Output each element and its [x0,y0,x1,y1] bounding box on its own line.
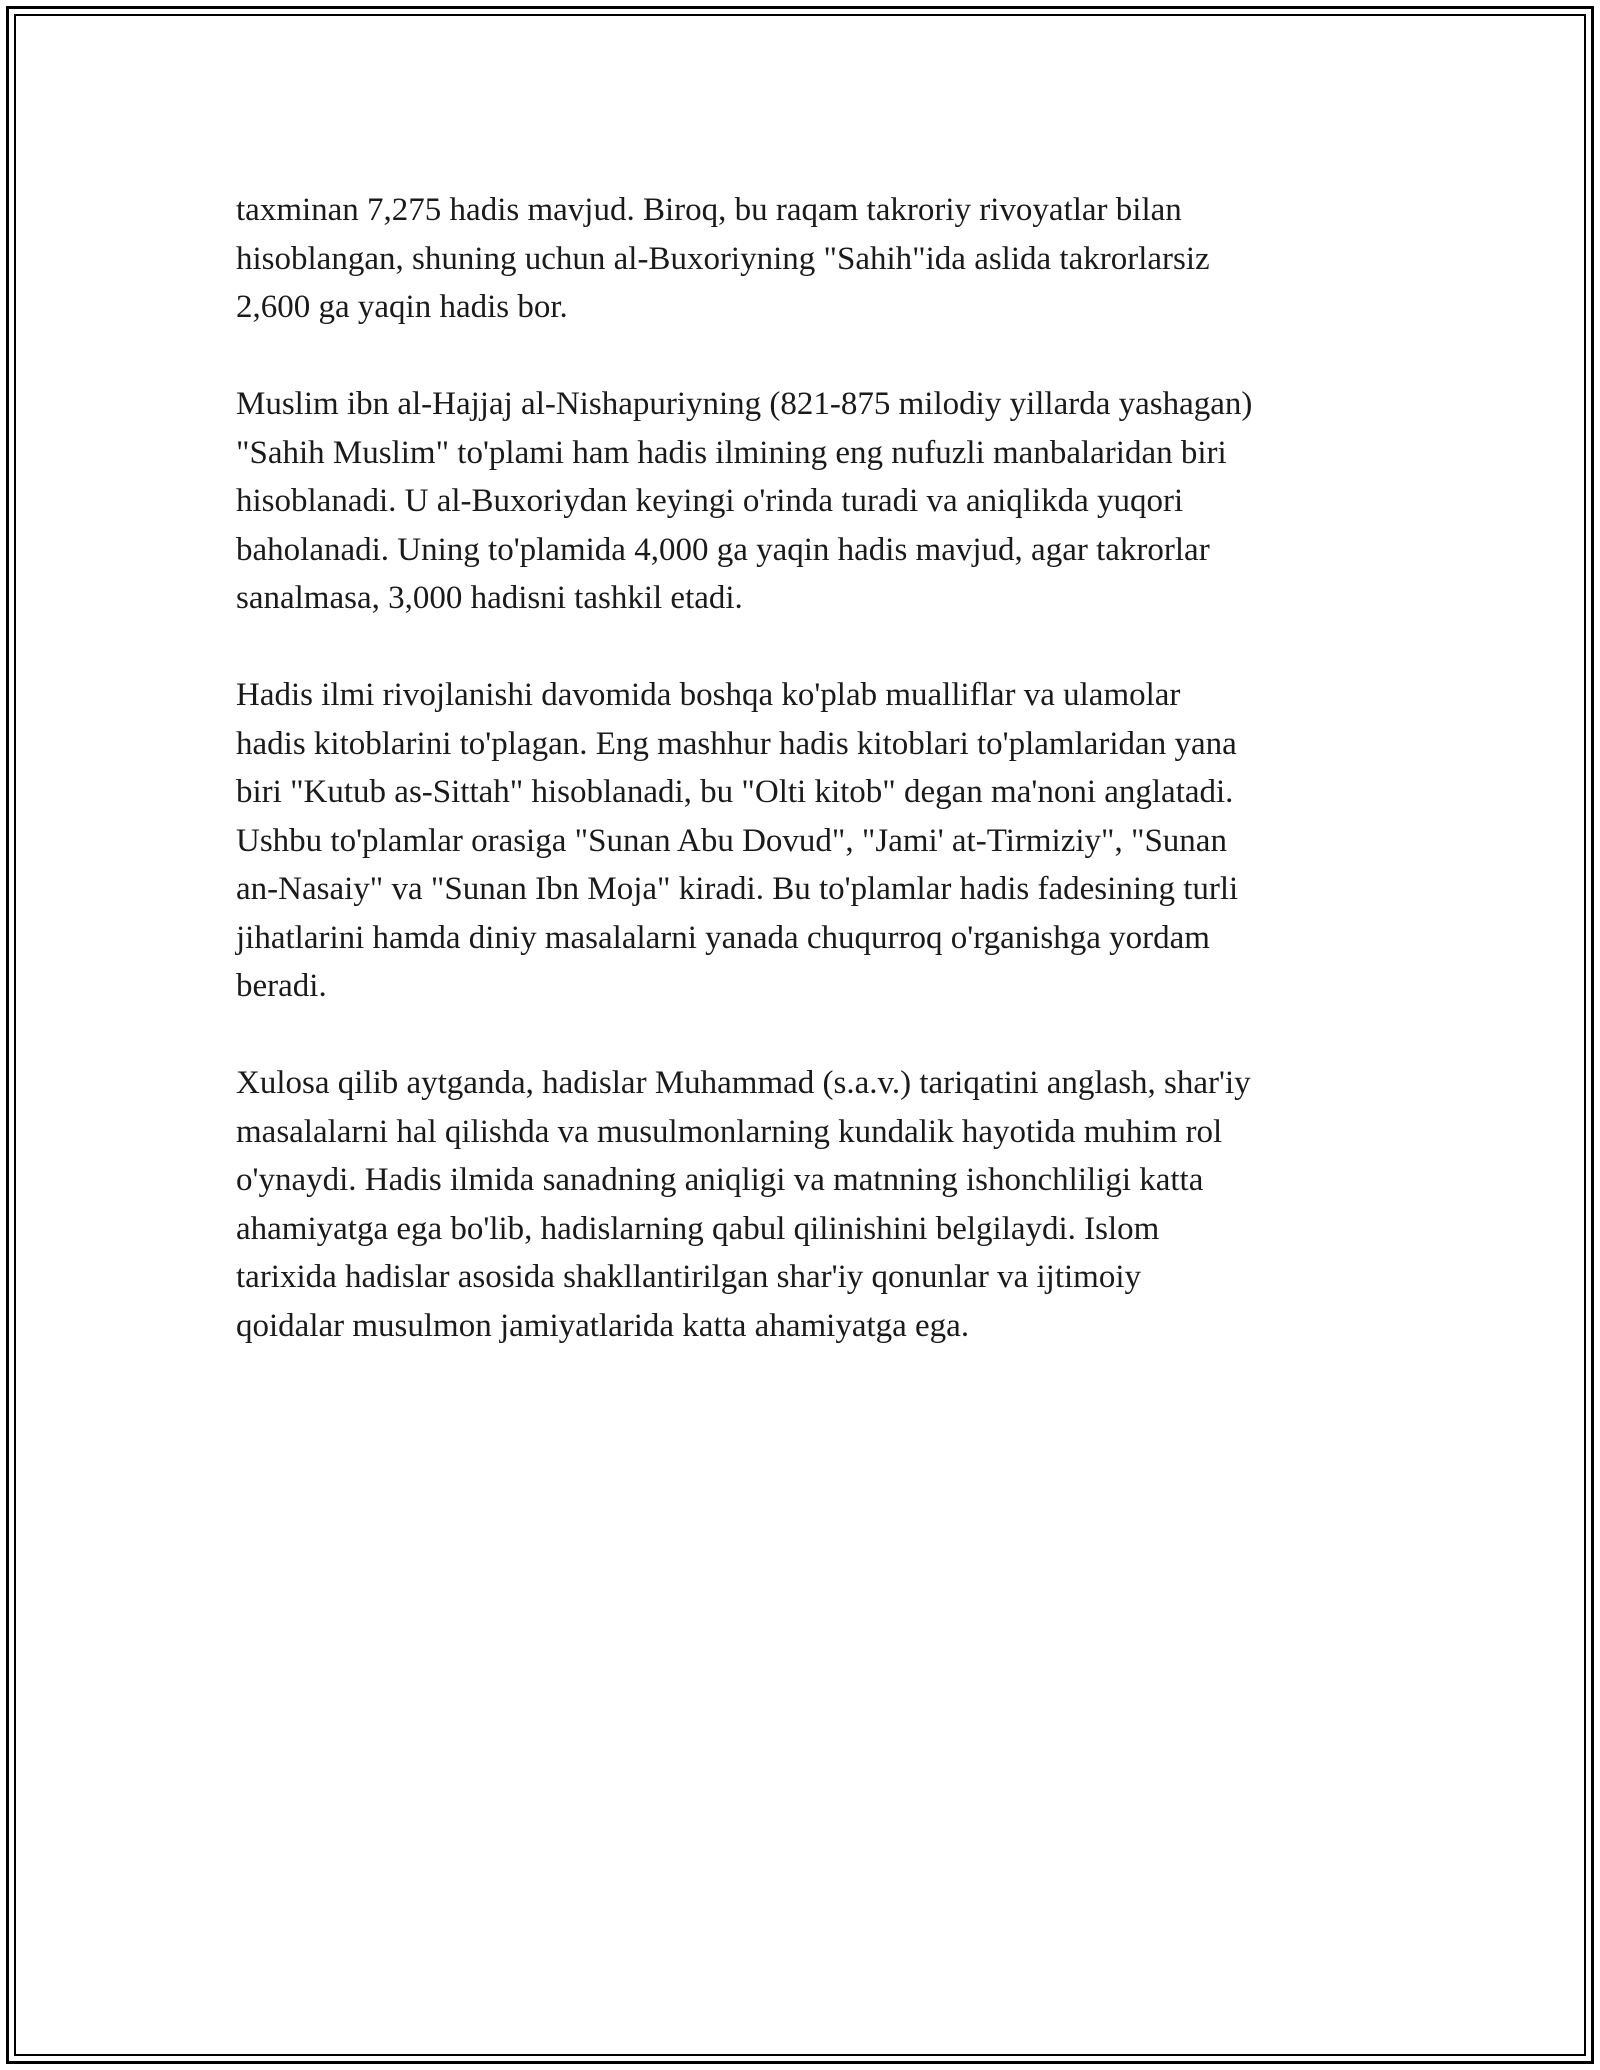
text-line: qoidalar musulmon jamiyatlarida katta ahamiyatga ega. [236,1307,970,1344]
text-line: hadis kitoblarini to'plagan. Eng mashhur hadis kitoblari to'plamlaridan yana [236,725,1237,762]
text-line: masalalarni hal qilishda va musulmonlarning kundalik hayotida muhim rol [236,1113,1223,1150]
paragraph-1 [236,186,1386,332]
text-line: beradi. [236,968,327,1004]
text-line: an-Nasaiy" va "Sunan Ibn Moja" kiradi. Bu to'plamlar hadis fadesining turli [236,871,1239,907]
text-line: "Sahih Muslim" to'plami ham hadis ilmining eng nufuzli manbalaridan biri [236,434,1227,471]
paragraph-4 [236,1059,1386,1350]
text-line: ahamiyatga ega bo'lib, hadislarning qabul qilinishini belgilaydi. Islom [236,1210,1160,1247]
text-line: o'ynaydi. Hadis ilmida sanadning aniqligi va matnning ishonchliligi katta [236,1162,1204,1198]
text-line: Muslim ibn al-Hajjaj al-Nishapuriyning (821-875 milodiy yillarda yashagan) [236,386,1253,422]
text-line: biri "Kutub as-Sittah" hisoblanadi, bu "Olti kitob" degan ma'noni anglatadi. [236,774,1234,810]
text-line: hisoblangan, shuning uchun al-Buxoriyning "Sahih"ida aslida takrorlarsiz [236,240,1210,277]
text-line: jihatlarini hamda diniy masalalarni yanada chuqurroq o'rganishga yordam [236,919,1210,956]
paragraph-2 [236,380,1386,623]
paragraph-3 [236,671,1386,1011]
text-line: sanalmasa, 3,000 hadisni tashkil etadi. [236,580,743,616]
text-line: tarixida hadislar asosida shakllantirilgan shar'iy qonunlar va ijtimoiy [236,1259,1141,1295]
text-line: Ushbu to'plamlar orasiga "Sunan Abu Dovud", "Jami' at-Tirmiziy", "Sunan [236,822,1227,859]
text-line: taxminan 7,275 hadis mavjud. Biroq, bu raqam takroriy rivoyatlar bilan [236,192,1182,228]
text-line: baholanadi. Uning to'plamida 4,000 ga yaqin hadis mavjud, agar takrorlar [236,531,1210,568]
text-line: Xulosa qilib aytganda, hadislar Muhammad (s.a.v.) tariqatini anglash, shar'iy [236,1065,1251,1101]
text-line: 2,600 ga yaqin hadis bor. [236,289,568,325]
document-body [236,186,1386,1350]
text-line: hisoblanadi. U al-Buxoriydan keyingi o'rinda turadi va aniqlikda yuqori [236,483,1184,519]
text-line: Hadis ilmi rivojlanishi davomida boshqa ko'plab mualliflar va ulamolar [236,677,1181,713]
